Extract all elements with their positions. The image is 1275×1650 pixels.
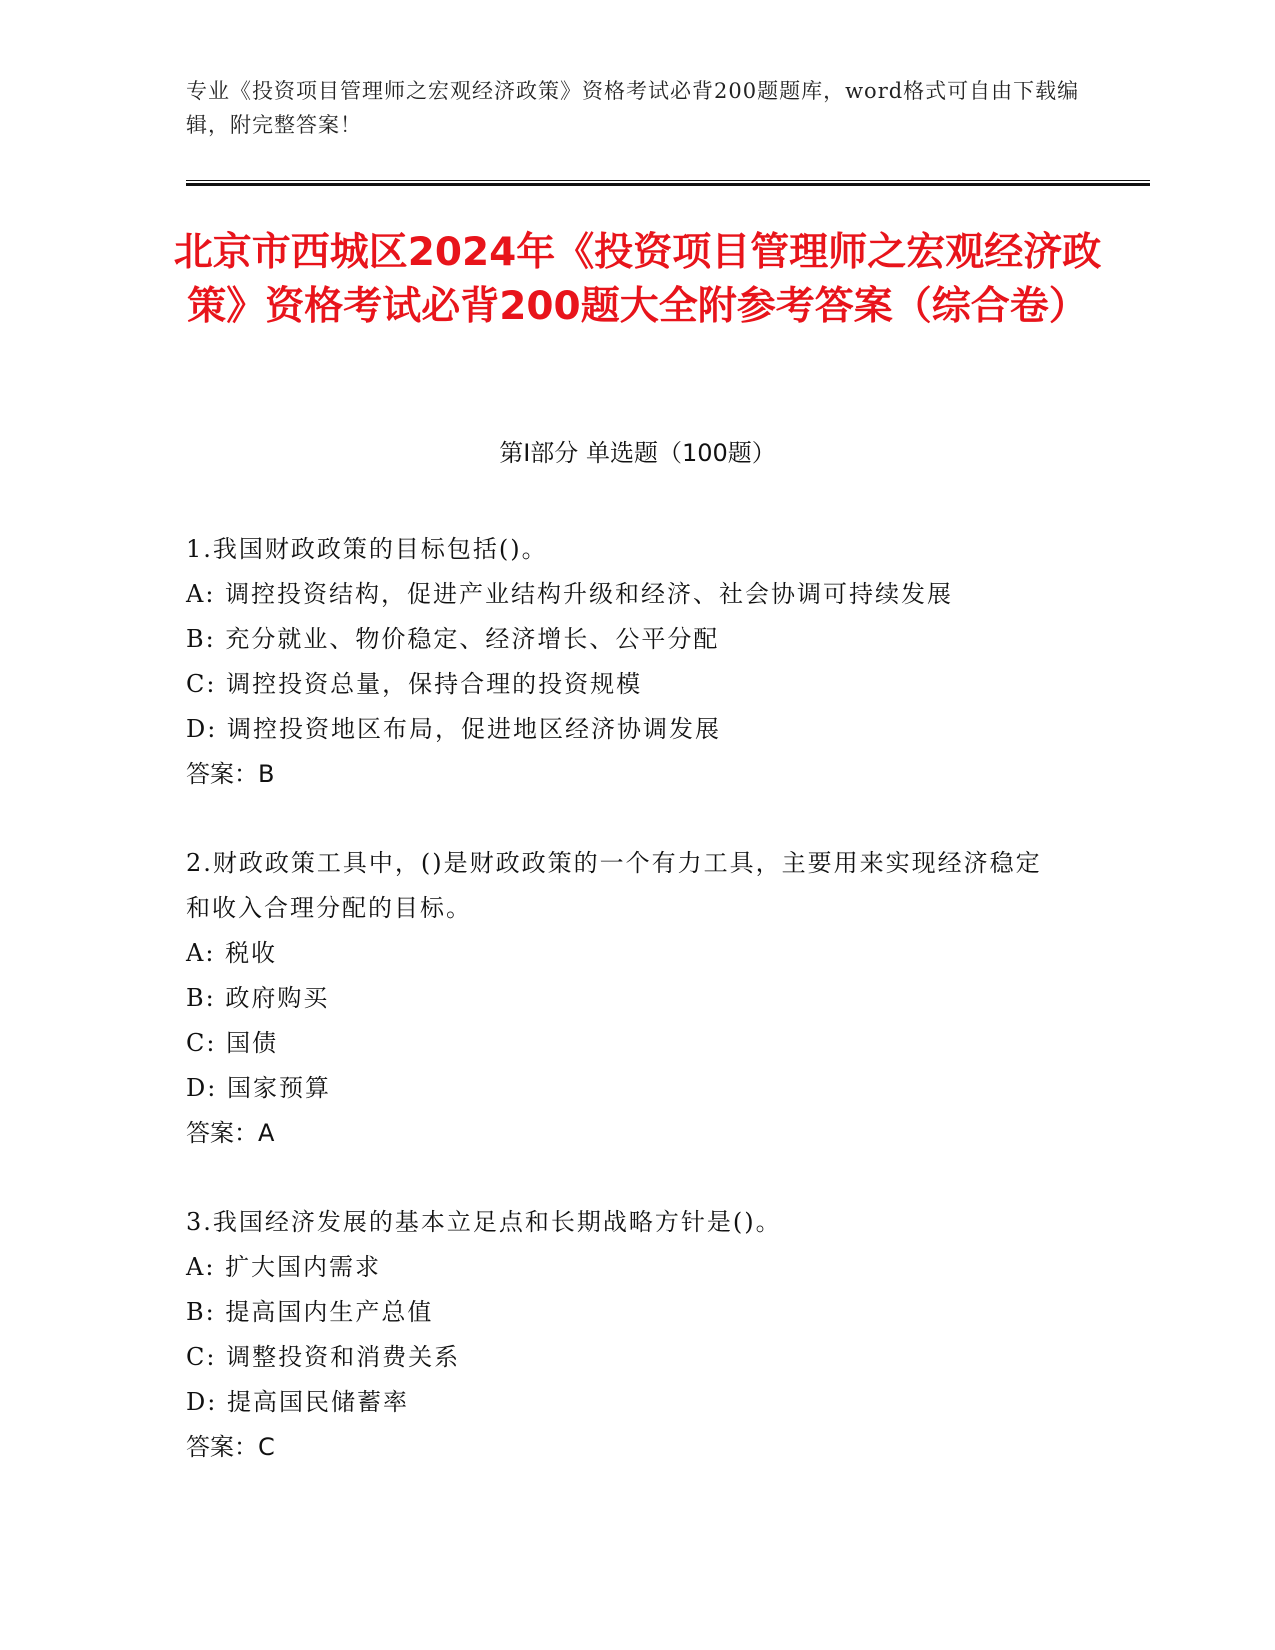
option-b bbox=[186, 976, 1066, 1021]
option-c bbox=[186, 1021, 1066, 1066]
option-a bbox=[186, 931, 1066, 976]
option-text: 调整投资和消费关系 bbox=[226, 1343, 461, 1371]
question-1 bbox=[186, 527, 1066, 797]
question-2 bbox=[186, 841, 1066, 1156]
option-text: 国债 bbox=[226, 1029, 279, 1057]
option-text: 提高国内生产总值 bbox=[225, 1298, 434, 1326]
option-d bbox=[186, 1380, 1066, 1425]
option-letter: A: bbox=[186, 939, 216, 967]
option-text: 调控投资总量，保持合理的投资规模 bbox=[226, 670, 643, 698]
option-letter: C: bbox=[186, 1029, 217, 1057]
option-text: 国家预算 bbox=[226, 1074, 331, 1102]
option-letter: A: bbox=[186, 580, 216, 608]
option-letter: B: bbox=[186, 984, 216, 1012]
header-divider-thick bbox=[186, 183, 1150, 186]
option-letter: D: bbox=[186, 1388, 218, 1416]
option-text: 税收 bbox=[225, 939, 278, 967]
option-text: 政府购买 bbox=[225, 984, 330, 1012]
option-a bbox=[186, 572, 1066, 617]
option-d bbox=[186, 1066, 1066, 1111]
option-text: 充分就业、物价稳定、经济增长、公平分配 bbox=[225, 625, 720, 653]
option-text: 调控投资地区布局，促进地区经济协调发展 bbox=[226, 715, 721, 743]
option-letter: C: bbox=[186, 1343, 217, 1371]
option-letter: C: bbox=[186, 670, 217, 698]
option-b bbox=[186, 617, 1066, 662]
option-letter: A: bbox=[186, 1253, 216, 1281]
option-c bbox=[186, 662, 1066, 707]
section-heading: 第I部分 单选题（100题） bbox=[499, 439, 776, 467]
option-text: 提高国民储蓄率 bbox=[226, 1388, 409, 1416]
question-stem: 2.财政政策工具中，()是财政政策的一个有力工具，主要用来实现经济稳定和收入合理分配的目标。 bbox=[186, 849, 1042, 922]
question-list bbox=[186, 527, 1066, 1514]
question-stem: 3.我国经济发展的基本立足点和长期战略方针是()。 bbox=[186, 1208, 782, 1236]
answer-line: 答案：A bbox=[186, 1119, 275, 1147]
option-c bbox=[186, 1335, 1066, 1380]
option-text: 扩大国内需求 bbox=[225, 1253, 382, 1281]
question-stem: 1.我国财政政策的目标包括()。 bbox=[186, 535, 548, 563]
option-b bbox=[186, 1290, 1066, 1335]
answer-line: 答案：C bbox=[186, 1433, 275, 1461]
question-3 bbox=[186, 1200, 1066, 1470]
option-d bbox=[186, 707, 1066, 752]
option-letter: B: bbox=[186, 1298, 216, 1326]
option-letter: B: bbox=[186, 625, 216, 653]
document-title: 北京市西城区2024年《投资项目管理师之宏观经济政策》资格考试必背200题大全附参考答案（综合卷） bbox=[173, 230, 1102, 329]
answer-line: 答案：B bbox=[186, 760, 275, 788]
option-letter: D: bbox=[186, 1074, 218, 1102]
header-note: 专业《投资项目管理师之宏观经济政策》资格考试必背200题题库，word格式可自由下载编辑，附完整答案！ bbox=[186, 79, 1080, 137]
header-divider-thin bbox=[186, 180, 1150, 181]
option-a bbox=[186, 1245, 1066, 1290]
option-text: 调控投资结构，促进产业结构升级和经济、社会协调可持续发展 bbox=[225, 580, 954, 608]
option-letter: D: bbox=[186, 715, 218, 743]
